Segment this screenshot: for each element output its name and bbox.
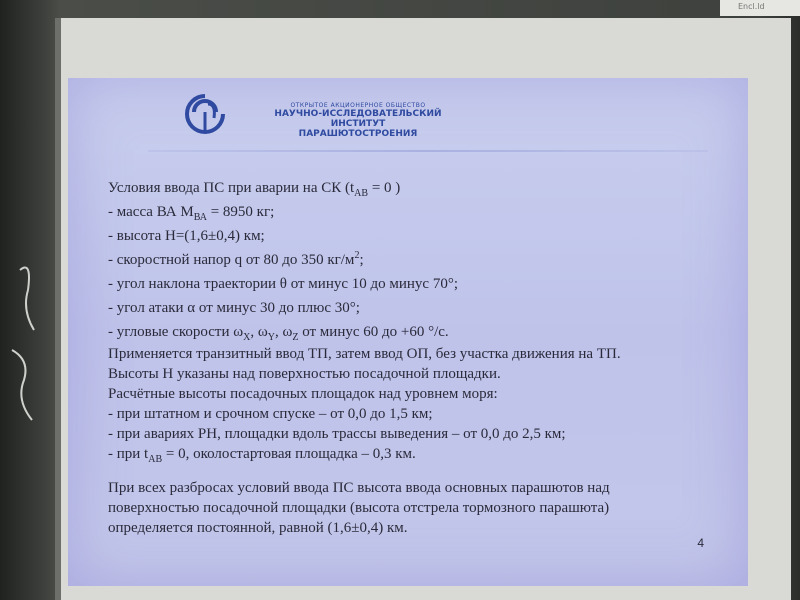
header-divider [148,150,708,152]
item-pressure: - скоростной напор q от 80 до 350 $кг/м^2$; [108,250,364,268]
paragraph-heights: Высоты Н указаны над поверхностью посадочной площадки. [108,366,501,382]
whiteboard-scribbles [2,250,52,430]
org-line-3: ПАРАШЮТОСТРОЕНИЯ [298,129,418,139]
item-angular: - угловые скорости $\omega_X$, $\omega_Y$, $\omega_Z$ от минус 60 до +60 °/с. [108,324,449,343]
site-item-2: - при авариях РН, площадки вдоль трассы выведения – от 0,0 до 2,5 км; [108,426,566,442]
org-line-2: НАУЧНО-ИССЛЕДОВАТЕЛЬСКИЙ ИНСТИТУТ [274,109,442,129]
spacer [108,464,728,478]
item-attack: - угол атаки α от минус 30 до плюс 30°; [108,300,360,316]
site-item-1: - при штатном и срочном спуске – от 0,0 до 1,5 км; [108,406,433,422]
paragraph-sites: Расчётные высоты посадочных площадок над уровнем моря: [108,386,498,402]
institute-logo-icon [180,90,230,138]
org-line-1: ОТКРЫТОЕ АКЦИОНЕРНОЕ ОБЩЕСТВО [290,102,426,109]
slide-body [108,176,728,538]
conclusion-line-3: определяется постоянной, равной (1,6±0,4) км. [108,520,408,536]
slide-title: Условия ввода ПС при аварии на СК ($t_{АВ} = 0$ ) [108,180,401,199]
conclusion-line-2: поверхностью посадочной площадки (высота отстрела тормозного парашюта) [108,500,610,516]
item-trajectory: - угол наклона траектории θ от минус 10 до минус 70°; [108,276,459,292]
corner-label: Encl.ld [738,2,765,11]
page-number: 4 [697,536,704,550]
organization-header [248,102,468,139]
item-mass: - масса ВА $М_{ВА} = 8950$ кг; [108,204,275,223]
site-item-3: - при $t_{АВ} = 0$, околостартовая площадка – 0,3 км. [108,446,416,465]
presentation-slide [68,78,748,586]
item-height: - высота Н=(1,6±0,4) км; [108,228,265,244]
conclusion-line-1: При всех разбросах условий ввода ПС высота ввода основных парашютов над [108,480,610,496]
paragraph-transit: Применяется транзитный ввод ТП, затем ввод ОП, без участка движения на ТП. [108,346,621,362]
